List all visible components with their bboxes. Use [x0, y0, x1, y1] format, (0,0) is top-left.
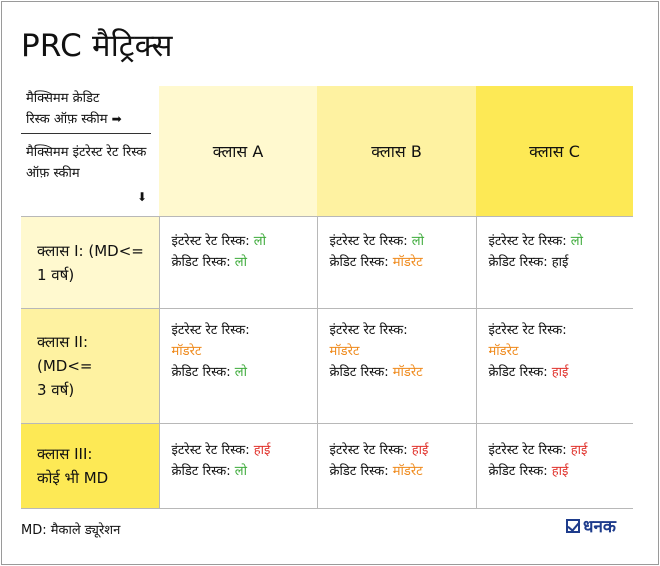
matrix-cell: [476, 424, 633, 509]
risk-label: क्रेडिट रिस्क:: [171, 464, 231, 479]
cell-content: [172, 309, 317, 383]
row-header-line: 1 वर्ष): [37, 265, 75, 284]
footnote: MD: मैकाले ड्यूरेशन: [21, 523, 121, 538]
cell-content: [489, 309, 634, 383]
matrix-cell: [317, 424, 476, 509]
risk-label: क्रेडिट रिस्क:: [329, 255, 389, 270]
risk-label: क्रेडिट रिस्क:: [488, 464, 548, 479]
risk-label: क्रेडिट रिस्क:: [488, 365, 548, 380]
risk-level-value: मॉडरेट: [392, 365, 423, 380]
dhanak-logo: [566, 514, 616, 537]
column-header-class-b: क्लास B: [317, 86, 476, 217]
corner-divider: [21, 133, 151, 134]
matrix-cell: [317, 217, 476, 309]
cell-content: [489, 424, 634, 482]
credit-risk-axis-label: [26, 89, 122, 130]
matrix-row-class-2: [21, 309, 633, 424]
risk-level-value: मॉडरेट: [171, 344, 202, 359]
risk-label: क्रेडिट रिस्क:: [171, 255, 231, 270]
risk-label: इंटरेस्ट रेट रिस्क:: [488, 443, 567, 458]
checkbox-logo-icon: [566, 519, 580, 533]
risk-level-value: हाई: [551, 255, 569, 270]
risk-level-value: हाई: [551, 464, 569, 479]
risk-label: इंटरेस्ट रेट रिस्क:: [329, 443, 408, 458]
matrix-cell: [159, 217, 317, 309]
risk-label: इंटरेस्ट रेट रिस्क:: [329, 323, 408, 338]
risk-label: क्रेडिट रिस्क:: [171, 365, 231, 380]
risk-label: क्रेडिट रिस्क:: [329, 464, 389, 479]
risk-level-value: हाई: [411, 443, 429, 458]
row-header-line: क्लास II:: [37, 333, 89, 351]
matrix-row-class-1: [21, 217, 633, 309]
cell-content: [489, 217, 634, 273]
risk-label: क्रेडिट रिस्क:: [329, 365, 389, 380]
matrix-cell: [476, 217, 633, 309]
cell-content: [172, 217, 317, 273]
credit-axis-line2: रिस्क ऑफ़ स्कीम: [26, 112, 108, 127]
risk-label: इंटरेस्ट रेट रिस्क:: [488, 234, 567, 249]
risk-level-value: लो: [570, 234, 583, 249]
risk-level-value: लो: [234, 365, 247, 380]
logo-text: धनक: [583, 517, 616, 537]
arrow-down-icon: ⬇: [136, 190, 147, 204]
row-header-class-1: [21, 217, 159, 309]
risk-level-value: लो: [253, 234, 266, 249]
matrix-cell: [476, 309, 633, 424]
matrix-cell: [159, 309, 317, 424]
column-header-class-a: क्लास A: [159, 86, 317, 217]
risk-level-value: हाई: [551, 365, 569, 380]
risk-label: इंटरेस्ट रेट रिस्क:: [488, 323, 567, 338]
interest-risk-axis-label: मैक्सिमम इंटरेस्ट रेट रिस्क ऑफ़ स्कीम: [26, 145, 147, 181]
risk-label: इंटरेस्ट रेट रिस्क:: [329, 234, 408, 249]
risk-level-value: लो: [234, 255, 247, 270]
cell-content: [330, 309, 476, 383]
cell-content: [330, 424, 476, 482]
risk-level-value: मॉडरेट: [392, 464, 423, 479]
row-header-line: 3 वर्ष): [37, 381, 75, 399]
risk-label: इंटरेस्ट रेट रिस्क:: [171, 323, 250, 338]
row-header-line: क्लास I: (MD<=: [37, 241, 144, 260]
risk-label: क्रेडिट रिस्क:: [488, 255, 548, 270]
credit-axis-line1: मैक्सिमम क्रेडिट: [26, 91, 100, 106]
risk-level-value: मॉडरेट: [488, 344, 519, 359]
cell-content: [172, 424, 317, 482]
row-header-line: क्लास III:: [37, 445, 93, 463]
matrix-corner-cell: [21, 86, 159, 217]
row-header-class-3: [21, 424, 159, 509]
matrix-row-class-3: [21, 424, 633, 509]
row-header-class-2: [21, 309, 159, 424]
arrow-right-icon: ➡: [111, 112, 122, 126]
risk-level-value: लो: [411, 234, 424, 249]
matrix-cell: [317, 309, 476, 424]
risk-level-value: हाई: [570, 443, 588, 458]
risk-label: इंटरेस्ट रेट रिस्क:: [171, 443, 250, 458]
row-header-line: कोई भी MD: [37, 469, 109, 487]
risk-level-value: लो: [234, 464, 247, 479]
risk-label: इंटरेस्ट रेट रिस्क:: [171, 234, 250, 249]
page-title: PRC मैट्रिक्स: [21, 28, 173, 64]
risk-level-value: मॉडरेट: [392, 255, 423, 270]
row-header-line: (MD<=: [37, 357, 93, 375]
risk-level-value: हाई: [253, 443, 271, 458]
column-header-class-c: क्लास C: [476, 86, 633, 217]
risk-level-value: मॉडरेट: [329, 344, 360, 359]
prc-matrix-table: [21, 86, 633, 509]
matrix-cell: [159, 424, 317, 509]
cell-content: [330, 217, 476, 273]
